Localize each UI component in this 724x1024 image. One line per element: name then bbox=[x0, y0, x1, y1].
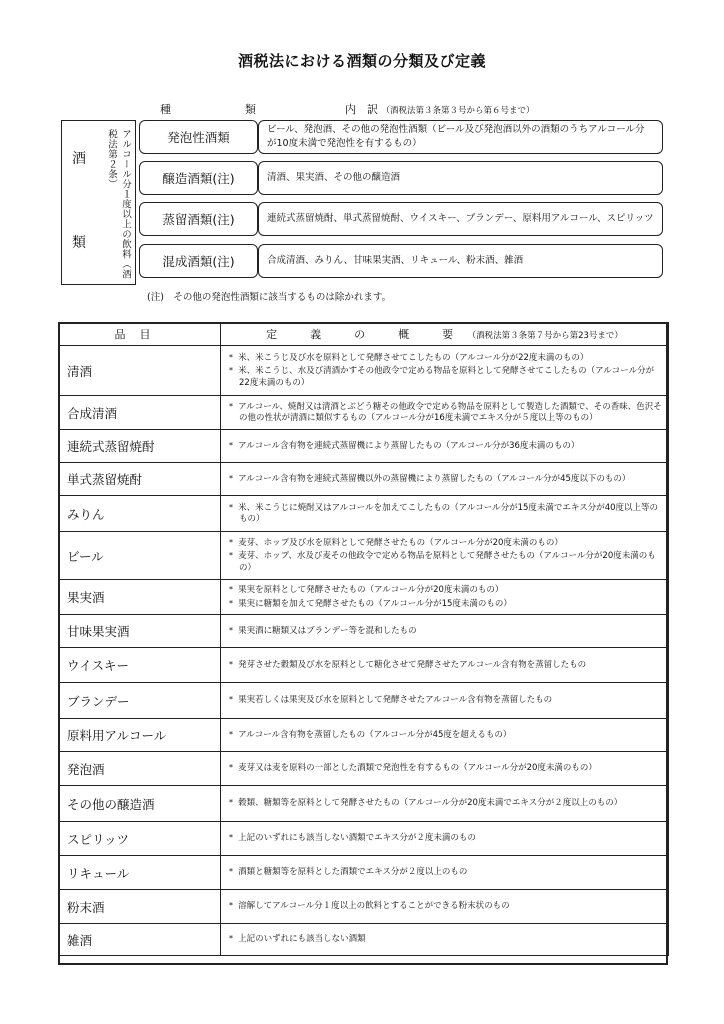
side-label-char-2: 類 bbox=[72, 235, 86, 251]
category-desc: 清酒、果実酒、その他の醸造酒 bbox=[258, 161, 663, 195]
definition-bullet: * アルコール含有物を蒸留したもの（アルコール分が45度を超えるもの） bbox=[229, 729, 664, 742]
item-name: 原料用アルコール bbox=[59, 719, 221, 752]
definition-bullet: * 麦芽、ホップ及び水を原料として発酵させたもの（アルコール分が20度未満のもの） bbox=[229, 537, 664, 550]
side-label-char-1: 酒 bbox=[72, 151, 86, 167]
item-definition bbox=[221, 683, 669, 719]
category-desc: 連続式蒸留焼酎、単式蒸留焼酎、ウイスキー、ブランデー、原料用アルコール、スピリッツ bbox=[258, 202, 663, 236]
item-name: ブランデー bbox=[59, 683, 221, 719]
table-row bbox=[59, 856, 669, 890]
table-row bbox=[59, 346, 669, 396]
definition-bullet: * 果実を原料として発酵させたもの（アルコール分が20度未満のもの） bbox=[229, 584, 664, 597]
table-row bbox=[59, 719, 669, 752]
header-item: 品目 bbox=[59, 323, 221, 346]
table-row bbox=[59, 924, 669, 956]
category-name: 醸造酒類(注) bbox=[139, 161, 258, 195]
category-name: 蒸留酒類(注) bbox=[139, 202, 258, 236]
item-definition bbox=[221, 496, 669, 532]
item-definition bbox=[221, 752, 669, 786]
table-row bbox=[59, 615, 669, 648]
item-name: 合成清酒 bbox=[59, 396, 221, 430]
item-name: ウイスキー bbox=[59, 648, 221, 683]
item-definition bbox=[221, 924, 669, 956]
table-row bbox=[59, 430, 669, 463]
definition-bullet: * 溶解してアルコール分１度以上の飲料とすることができる粉末状のもの bbox=[229, 900, 664, 913]
definitions-header-row bbox=[59, 323, 669, 346]
definition-bullet: * 麦芽又は麦を原料の一部とした酒類で発泡性を有するもの（アルコール分が20度未満のもの） bbox=[229, 762, 664, 775]
definition-bullet: * 麦芽、ホップ、水及び麦その他政令で定める物品を原料として発酵させたもの（アルコール分が20度未満のもの） bbox=[229, 550, 664, 574]
table-row bbox=[59, 648, 669, 683]
liquor-side-label-box bbox=[61, 120, 136, 285]
item-definition bbox=[221, 580, 669, 615]
header-desc-label: 内 訳 bbox=[345, 103, 378, 116]
item-definition bbox=[221, 719, 669, 752]
item-name: 連続式蒸留焼酎 bbox=[59, 430, 221, 463]
table-row bbox=[59, 396, 669, 430]
item-name: ビール bbox=[59, 532, 221, 580]
item-definition bbox=[221, 856, 669, 890]
definition-bullet: * 米、米こうじ、水及び清酒かすその他政令で定める物品を原料として発酵させてこしたもの（アルコール分が22度未満のもの） bbox=[229, 365, 664, 389]
definition-bullet: * 米、米こうじ及び水を原料として発酵させてこしたもの（アルコール分が22度未満のもの） bbox=[229, 352, 664, 365]
definition-bullet: * 穀類、糖類等を原料として発酵させたもの（アルコール分が20度未満でエキス分が２度以上のもの） bbox=[229, 797, 664, 810]
item-name: 発泡酒 bbox=[59, 752, 221, 786]
item-name: みりん bbox=[59, 496, 221, 532]
header-desc-note: （酒税法第３条第３号から第６号まで） bbox=[381, 106, 535, 116]
header-def-note: （酒税法第３条第７号から第23号まで） bbox=[467, 331, 623, 341]
table-row bbox=[59, 532, 669, 580]
classification-header-desc bbox=[345, 101, 685, 117]
item-definition bbox=[221, 346, 669, 396]
definition-bullet: * 発芽させた穀類及び水を原料として糖化させて発酵させたアルコール含有物を蒸留したもの bbox=[229, 659, 664, 672]
definition-bullet: * 酒類と糖類等を原料とした酒類でエキス分が２度以上のもの bbox=[229, 866, 664, 879]
item-definition bbox=[221, 396, 669, 430]
definition-bullet: * 米、米こうじに焼酎又はアルコールを加えてこしたもの（アルコール分が15度未満でエキス分が40度以上等のもの） bbox=[229, 502, 664, 526]
table-row bbox=[59, 463, 669, 496]
definition-bullet: * 果実に糖類を加えて発酵させたもの（アルコール分が15度未満のもの） bbox=[229, 598, 664, 611]
definition-bullet: * 果実若しくは果実及び水を原料として発酵させたアルコール含有物を蒸留したもの bbox=[229, 694, 664, 707]
header-kind-char-1: 種 bbox=[160, 103, 174, 116]
table-row bbox=[59, 752, 669, 786]
table-row bbox=[59, 822, 669, 856]
definition-bullet: * アルコール、焼酎又は清酒とぶどう糖その他政令で定める物品を原料として製造した酒類で、その香味、色沢その他の性状が清酒に類似するもの（アルコール分が16度未満でエキス分が５度以上等のもの） bbox=[229, 401, 664, 425]
category-desc: ビール、発泡酒、その他の発泡性酒類（ビール及び発泡酒以外の酒類のうちアルコール分が10度未満で発泡性を有するもの） bbox=[258, 120, 663, 154]
item-definition bbox=[221, 463, 669, 496]
item-name: 雑酒 bbox=[59, 924, 221, 956]
item-definition bbox=[221, 532, 669, 580]
item-name: 粉末酒 bbox=[59, 890, 221, 924]
item-definition bbox=[221, 615, 669, 648]
item-name: その他の醸造酒 bbox=[59, 786, 221, 822]
table-row bbox=[59, 496, 669, 532]
definitions-body bbox=[59, 346, 669, 956]
table-row bbox=[59, 786, 669, 822]
definition-bullet: * 果実酒に糖類又はブランデー等を混和したもの bbox=[229, 625, 664, 638]
definition-bullet: * 上記のいずれにも該当しない酒類でエキス分が２度未満のもの bbox=[229, 832, 664, 845]
item-definition bbox=[221, 430, 669, 463]
item-definition bbox=[221, 822, 669, 856]
definitions-table bbox=[58, 322, 669, 956]
classification-header-kind bbox=[160, 101, 290, 117]
classification-note: (注) その他の発泡性酒類に該当するものは除かれます。 bbox=[147, 292, 392, 303]
header-kind-char-2: 類 bbox=[245, 103, 259, 116]
category-name: 発泡性酒類 bbox=[139, 120, 258, 154]
item-name: スピリッツ bbox=[59, 822, 221, 856]
header-def bbox=[221, 323, 669, 346]
item-definition bbox=[221, 786, 669, 822]
table-row bbox=[59, 890, 669, 924]
item-name: 甘味果実酒 bbox=[59, 615, 221, 648]
side-sub-label: アルコール分１度以上の飲料（酒税法第２条） bbox=[106, 129, 131, 279]
item-definition bbox=[221, 648, 669, 683]
page-title: 酒税法における酒類の分類及び定義 bbox=[237, 52, 486, 70]
definition-bullet: * アルコール含有物を連続式蒸留機により蒸留したもの（アルコール分が36度未満のもの） bbox=[229, 440, 664, 453]
category-name: 混成酒類(注) bbox=[139, 244, 258, 278]
definition-bullet: * 上記のいずれにも該当しない酒類 bbox=[229, 933, 664, 946]
item-name: 清酒 bbox=[59, 346, 221, 396]
table-row bbox=[59, 580, 669, 615]
header-def-label: 定 義 の 概 要 bbox=[266, 328, 465, 341]
item-name: リキュール bbox=[59, 856, 221, 890]
category-desc: 合成清酒、みりん、甘味果実酒、リキュール、粉末酒、雑酒 bbox=[258, 244, 663, 278]
item-definition bbox=[221, 890, 669, 924]
item-name: 単式蒸留焼酎 bbox=[59, 463, 221, 496]
definition-bullet: * アルコール含有物を連続式蒸留機以外の蒸留機により蒸留したもの（アルコール分が45度以下のもの） bbox=[229, 473, 664, 486]
item-name: 果実酒 bbox=[59, 580, 221, 615]
table-row bbox=[59, 683, 669, 719]
